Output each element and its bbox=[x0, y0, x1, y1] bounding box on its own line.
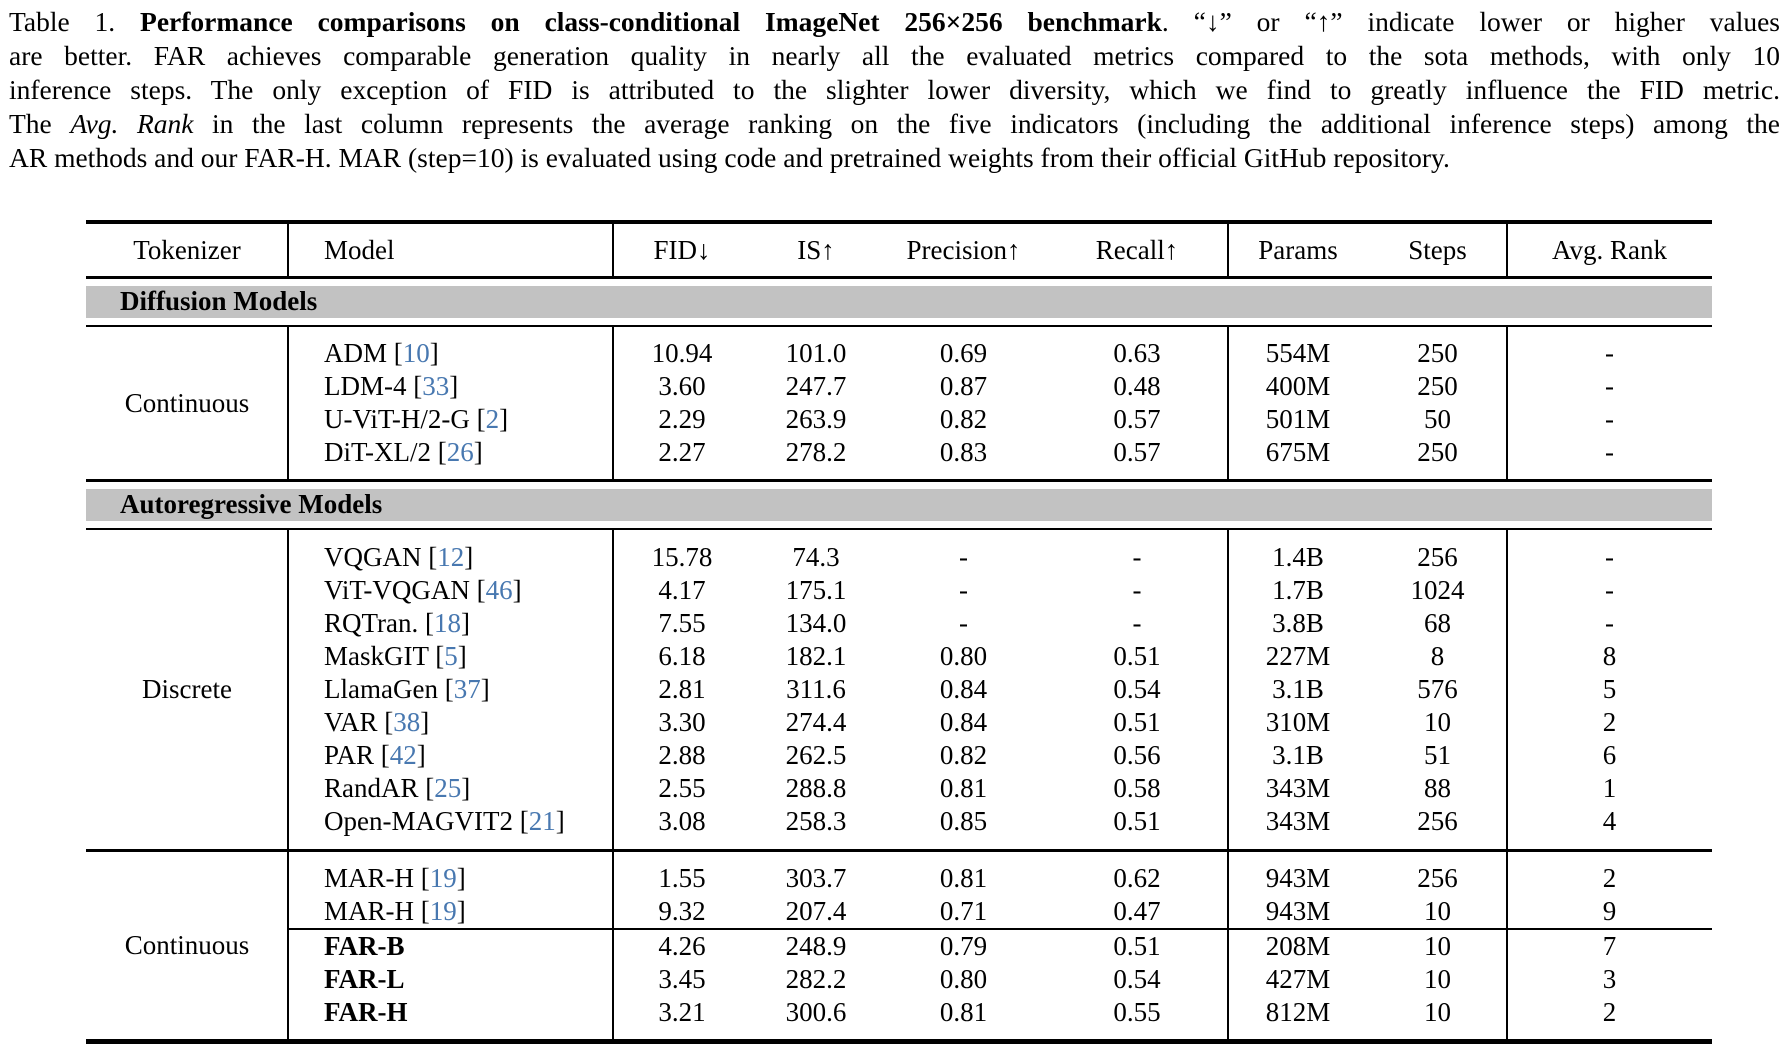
cell-recall: 0.51 bbox=[1113, 806, 1161, 836]
cell-steps: 10 bbox=[1424, 930, 1451, 961]
model-name: U-ViT-H/2-G [ bbox=[324, 404, 486, 434]
cell-fid: 3.21 bbox=[658, 996, 706, 1027]
citation-link[interactable]: 18 bbox=[434, 608, 462, 638]
section-band-wrap bbox=[86, 279, 1712, 325]
citation-link[interactable]: 42 bbox=[389, 740, 417, 770]
cell-avg-rank: - bbox=[1605, 338, 1614, 368]
citation-link[interactable]: 19 bbox=[429, 895, 457, 926]
cell-fid: 2.88 bbox=[658, 740, 706, 770]
cell-steps: 256 bbox=[1417, 862, 1458, 893]
cell-recall: 0.47 bbox=[1113, 895, 1161, 926]
table-row bbox=[288, 337, 1712, 370]
column-divider bbox=[1227, 852, 1229, 1039]
model-name: ViT-VQGAN [ bbox=[324, 575, 486, 605]
cell-recall: 0.58 bbox=[1113, 773, 1161, 803]
cell-precision: 0.80 bbox=[939, 963, 988, 994]
cell-avg-rank: - bbox=[1605, 542, 1614, 572]
cell-fid: 3.08 bbox=[658, 806, 706, 836]
cell-precision: - bbox=[959, 542, 968, 572]
table-caption bbox=[9, 5, 1780, 175]
section-rows bbox=[288, 337, 1712, 469]
cell-fid: 7.55 bbox=[658, 608, 706, 638]
table-row bbox=[288, 739, 1712, 772]
caption-line bbox=[9, 107, 1780, 141]
cell-precision: 0.81 bbox=[939, 996, 988, 1027]
header-is: IS↑ bbox=[797, 234, 835, 265]
cell-recall: - bbox=[1132, 575, 1142, 605]
citation-bracket: ] bbox=[480, 674, 490, 704]
model-cell bbox=[288, 542, 613, 573]
cell-fid: 3.30 bbox=[658, 707, 706, 737]
cell-avg-rank: 5 bbox=[1602, 674, 1617, 704]
cell-params: 310M bbox=[1265, 707, 1331, 737]
model-cell bbox=[288, 773, 613, 804]
model-cell bbox=[288, 404, 613, 435]
cell-steps: 88 bbox=[1424, 773, 1451, 803]
citation-link[interactable]: 25 bbox=[434, 773, 462, 803]
cell-precision: - bbox=[959, 608, 968, 638]
caption-italic-text: Avg. Rank bbox=[70, 108, 194, 139]
citation-link[interactable]: 37 bbox=[453, 674, 481, 704]
column-divider bbox=[612, 852, 614, 1039]
model-cell bbox=[288, 707, 613, 738]
model-name: VAR [ bbox=[324, 707, 394, 737]
cell-steps: 10 bbox=[1424, 707, 1451, 737]
citation-bracket: ] bbox=[457, 641, 467, 671]
caption-text: . “↓” or “↑” indicate lower or higher values bbox=[1161, 6, 1780, 37]
cell-avg-rank: - bbox=[1605, 437, 1614, 467]
cell-params: 943M bbox=[1265, 895, 1331, 926]
cell-fid: 10.94 bbox=[651, 338, 713, 368]
cell-precision: 0.84 bbox=[939, 674, 988, 704]
citation-link[interactable]: 10 bbox=[402, 338, 430, 368]
cell-avg-rank: 4 bbox=[1602, 806, 1617, 836]
cell-fid: 9.32 bbox=[658, 895, 706, 926]
model-name: FAR-H bbox=[324, 996, 408, 1027]
cell-is: 207.4 bbox=[785, 895, 847, 926]
header-avg-rank: Avg. Rank bbox=[1552, 234, 1667, 265]
table-row bbox=[288, 436, 1712, 469]
citation-link[interactable]: 46 bbox=[485, 575, 513, 605]
cell-fid: 2.29 bbox=[658, 404, 706, 434]
cell-steps: 256 bbox=[1417, 806, 1458, 836]
citation-bracket: ] bbox=[473, 437, 483, 467]
column-divider bbox=[612, 224, 614, 276]
table-row bbox=[288, 805, 1712, 838]
model-name: MAR-H [ bbox=[324, 895, 430, 926]
model-name: FAR-L bbox=[324, 963, 405, 994]
cell-precision: 0.87 bbox=[939, 371, 988, 401]
cell-fid: 1.55 bbox=[658, 862, 706, 893]
citation-bracket: ] bbox=[456, 862, 466, 893]
tokenizer-group-label: Continuous bbox=[124, 929, 250, 960]
header-precision: Precision↑ bbox=[906, 234, 1021, 265]
model-cell bbox=[288, 338, 613, 369]
cell-is: 258.3 bbox=[785, 806, 847, 836]
cell-precision: - bbox=[959, 575, 968, 605]
cell-params: 812M bbox=[1265, 996, 1331, 1027]
cell-precision: 0.85 bbox=[939, 806, 988, 836]
model-cell bbox=[288, 964, 613, 995]
caption-text: are better. FAR achieves comparable generation quality in nearly all the evaluated metrics compared to the sota methods, with only 10 bbox=[9, 40, 1780, 71]
cell-is: 247.7 bbox=[785, 371, 847, 401]
cell-params: 343M bbox=[1265, 773, 1331, 803]
cell-recall: 0.57 bbox=[1113, 404, 1161, 434]
cell-is: 288.8 bbox=[785, 773, 847, 803]
model-cell bbox=[288, 371, 613, 402]
column-divider bbox=[612, 530, 614, 849]
caption-bold-text: Performance comparisons on class-conditional ImageNet 256×256 benchmark bbox=[140, 6, 1162, 37]
cell-recall: 0.55 bbox=[1113, 996, 1161, 1027]
cell-precision: 0.84 bbox=[939, 707, 988, 737]
citation-link[interactable]: 5 bbox=[444, 641, 458, 671]
citation-bracket: ] bbox=[555, 806, 565, 836]
citation-bracket: ] bbox=[461, 773, 471, 803]
cell-recall: - bbox=[1132, 608, 1142, 638]
table-row bbox=[288, 862, 1712, 895]
cell-params: 3.8B bbox=[1272, 608, 1324, 638]
column-divider bbox=[612, 327, 614, 479]
cell-avg-rank: 1 bbox=[1602, 773, 1617, 803]
cell-steps: 10 bbox=[1424, 996, 1451, 1027]
cell-precision: 0.82 bbox=[939, 404, 988, 434]
cell-fid: 2.55 bbox=[658, 773, 706, 803]
citation-link[interactable]: 33 bbox=[422, 371, 450, 401]
cell-is: 134.0 bbox=[785, 608, 847, 638]
cell-avg-rank: - bbox=[1605, 404, 1614, 434]
table-row bbox=[288, 673, 1712, 706]
column-divider bbox=[1506, 530, 1508, 849]
cell-fid: 3.45 bbox=[658, 963, 706, 994]
model-cell bbox=[288, 931, 613, 962]
cell-is: 182.1 bbox=[785, 641, 847, 671]
cell-is: 311.6 bbox=[786, 674, 846, 704]
cell-is: 278.2 bbox=[785, 437, 847, 467]
caption-line bbox=[9, 39, 1780, 73]
citation-bracket: ] bbox=[464, 542, 474, 572]
cell-fid: 2.81 bbox=[658, 674, 706, 704]
header-tokenizer: Tokenizer bbox=[133, 234, 241, 265]
cell-precision: 0.82 bbox=[939, 740, 988, 770]
cell-params: 1.7B bbox=[1272, 575, 1324, 605]
cell-precision: 0.80 bbox=[939, 641, 988, 671]
table-row bbox=[288, 772, 1712, 805]
model-name: LlamaGen [ bbox=[324, 674, 454, 704]
model-name: RQTran. [ bbox=[324, 608, 435, 638]
model-name: PAR [ bbox=[324, 740, 390, 770]
cell-recall: 0.62 bbox=[1113, 862, 1161, 893]
table-row bbox=[288, 541, 1712, 574]
header-steps: Steps bbox=[1408, 234, 1467, 265]
cell-recall: 0.63 bbox=[1113, 338, 1161, 368]
model-cell bbox=[288, 740, 613, 771]
cell-params: 501M bbox=[1265, 404, 1331, 434]
cell-steps: 250 bbox=[1417, 437, 1458, 467]
cell-steps: 1024 bbox=[1410, 575, 1465, 605]
citation-link[interactable]: 2 bbox=[485, 404, 500, 434]
cell-precision: 0.83 bbox=[939, 437, 988, 467]
table-row-far-b bbox=[288, 928, 1712, 963]
table-row bbox=[288, 370, 1712, 403]
cell-params: 400M bbox=[1265, 371, 1331, 401]
cell-recall: 0.51 bbox=[1113, 707, 1161, 737]
cell-params: 1.4B bbox=[1272, 542, 1324, 572]
cell-steps: 68 bbox=[1424, 608, 1451, 638]
citation-link[interactable]: 38 bbox=[393, 707, 421, 737]
cell-recall: 0.54 bbox=[1113, 963, 1161, 994]
cell-params: 3.1B bbox=[1272, 740, 1324, 770]
cell-steps: 256 bbox=[1417, 542, 1458, 572]
cell-steps: 250 bbox=[1417, 338, 1458, 368]
cell-avg-rank: - bbox=[1605, 371, 1614, 401]
cell-fid: 6.18 bbox=[658, 641, 706, 671]
cell-avg-rank: 9 bbox=[1602, 895, 1617, 926]
model-name: DiT-XL/2 [ bbox=[324, 437, 447, 467]
model-name: ADM [ bbox=[324, 338, 403, 368]
model-cell bbox=[288, 437, 613, 468]
cell-steps: 576 bbox=[1417, 674, 1458, 704]
table-row bbox=[288, 895, 1712, 928]
model-cell bbox=[288, 806, 613, 837]
table-row bbox=[288, 607, 1712, 640]
cell-params: 554M bbox=[1265, 338, 1331, 368]
model-cell bbox=[288, 674, 613, 705]
caption-line bbox=[9, 5, 1780, 39]
cell-precision: 0.79 bbox=[939, 930, 988, 961]
cell-is: 303.7 bbox=[785, 862, 847, 893]
cell-steps: 8 bbox=[1430, 641, 1445, 671]
cell-precision: 0.81 bbox=[939, 773, 988, 803]
cell-recall: 0.56 bbox=[1113, 740, 1161, 770]
table-row bbox=[288, 574, 1712, 607]
header-recall: Recall↑ bbox=[1095, 234, 1179, 265]
cell-params: 227M bbox=[1265, 641, 1331, 671]
caption-line bbox=[9, 73, 1780, 107]
table-section-continuous-ar bbox=[86, 852, 1712, 1039]
table-row bbox=[288, 640, 1712, 673]
cell-precision: 0.81 bbox=[939, 862, 988, 893]
cell-is: 74.3 bbox=[792, 542, 840, 572]
header-params: Params bbox=[1258, 234, 1338, 265]
model-name: LDM-4 [ bbox=[324, 371, 423, 401]
citation-link[interactable]: 21 bbox=[528, 806, 556, 836]
table-row-far-l bbox=[288, 963, 1712, 996]
table-row bbox=[288, 403, 1712, 436]
column-divider bbox=[287, 224, 289, 276]
cell-recall: 0.51 bbox=[1113, 930, 1161, 961]
model-name: MaskGIT [ bbox=[324, 641, 445, 671]
header-model: Model bbox=[324, 234, 395, 265]
table-row bbox=[288, 706, 1712, 739]
citation-link[interactable]: 12 bbox=[437, 542, 465, 572]
model-cell bbox=[288, 575, 613, 606]
citation-bracket: ] bbox=[456, 895, 466, 926]
model-cell bbox=[288, 608, 613, 639]
model-name: Open-MAGVIT2 [ bbox=[324, 806, 529, 836]
cell-avg-rank: 3 bbox=[1602, 963, 1617, 994]
citation-link[interactable]: 26 bbox=[446, 437, 474, 467]
cell-recall: 0.57 bbox=[1113, 437, 1161, 467]
caption-text: Table 1. bbox=[9, 6, 141, 37]
cell-fid: 4.17 bbox=[658, 575, 706, 605]
cell-is: 175.1 bbox=[785, 575, 847, 605]
section-rows bbox=[288, 862, 1712, 1029]
column-divider bbox=[1506, 327, 1508, 479]
cell-steps: 10 bbox=[1424, 963, 1451, 994]
cell-avg-rank: 8 bbox=[1602, 641, 1617, 671]
caption-text: AR methods and our FAR-H. MAR (step=10) is evaluated using code and pretrained weights from their official GitHub repository. bbox=[9, 142, 1450, 173]
citation-bracket: ] bbox=[461, 608, 471, 638]
cell-fid: 2.27 bbox=[658, 437, 706, 467]
column-divider bbox=[287, 530, 289, 849]
column-divider bbox=[1227, 530, 1229, 849]
cell-avg-rank: 2 bbox=[1602, 862, 1617, 893]
cell-is: 248.9 bbox=[785, 930, 847, 961]
cell-params: 427M bbox=[1265, 963, 1331, 994]
section-band-diffusion: Diffusion Models bbox=[86, 286, 1712, 318]
model-cell bbox=[288, 641, 613, 672]
cell-fid: 4.26 bbox=[658, 930, 706, 961]
cell-avg-rank: 2 bbox=[1602, 707, 1617, 737]
cell-is: 274.4 bbox=[785, 707, 847, 737]
cell-avg-rank: 2 bbox=[1602, 996, 1617, 1027]
cell-params: 943M bbox=[1265, 862, 1331, 893]
column-divider bbox=[1506, 852, 1508, 1039]
table-row-far-h bbox=[288, 996, 1712, 1029]
table-section-diffusion bbox=[86, 327, 1712, 479]
cell-recall: - bbox=[1132, 542, 1142, 572]
cell-steps: 10 bbox=[1424, 895, 1451, 926]
tokenizer-group-label: Discrete bbox=[142, 674, 232, 704]
cell-fid: 15.78 bbox=[651, 542, 713, 572]
caption-line bbox=[9, 141, 1780, 175]
model-name: VQGAN [ bbox=[324, 542, 438, 572]
table-bottom-rule bbox=[86, 1039, 1712, 1044]
cell-steps: 250 bbox=[1417, 371, 1458, 401]
column-divider bbox=[1227, 224, 1229, 276]
model-name: MAR-H [ bbox=[324, 862, 430, 893]
cell-avg-rank: 6 bbox=[1602, 740, 1617, 770]
column-divider bbox=[287, 327, 289, 479]
results-table bbox=[86, 220, 1712, 1044]
citation-link[interactable]: 19 bbox=[429, 862, 457, 893]
citation-bracket: ] bbox=[449, 371, 459, 401]
cell-fid: 3.60 bbox=[658, 371, 706, 401]
citation-bracket: ] bbox=[499, 404, 509, 434]
section-rows bbox=[288, 541, 1712, 838]
cell-steps: 50 bbox=[1424, 404, 1451, 434]
caption-text: in the last column represents the average ranking on the five indicators (including the additional inference steps) among the bbox=[193, 108, 1780, 139]
cell-is: 101.0 bbox=[785, 338, 847, 368]
cell-avg-rank: 7 bbox=[1602, 930, 1617, 961]
model-cell bbox=[288, 896, 613, 927]
citation-bracket: ] bbox=[416, 740, 426, 770]
section-band-wrap bbox=[86, 482, 1712, 528]
table-header-row bbox=[86, 224, 1712, 276]
cell-is: 300.6 bbox=[785, 996, 847, 1027]
caption-text: inference steps. The only exception of FID is attributed to the slighter lower diversity, which we find to greatly influence the FID metric. bbox=[9, 74, 1780, 105]
model-name: RandAR [ bbox=[324, 773, 435, 803]
citation-bracket: ] bbox=[512, 575, 522, 605]
cell-recall: 0.54 bbox=[1113, 674, 1161, 704]
cell-recall: 0.51 bbox=[1113, 641, 1161, 671]
table-section-discrete bbox=[86, 530, 1712, 849]
cell-precision: 0.69 bbox=[939, 338, 988, 368]
cell-precision: 0.71 bbox=[939, 895, 988, 926]
column-divider bbox=[1227, 327, 1229, 479]
section-band-autoregressive: Autoregressive Models bbox=[86, 489, 1712, 521]
cell-avg-rank: - bbox=[1605, 608, 1614, 638]
cell-params: 3.1B bbox=[1272, 674, 1324, 704]
cell-recall: 0.48 bbox=[1113, 371, 1161, 401]
cell-is: 262.5 bbox=[785, 740, 847, 770]
citation-bracket: ] bbox=[429, 338, 439, 368]
model-cell bbox=[288, 863, 613, 894]
column-divider bbox=[287, 852, 289, 1039]
header-fid: FID↓ bbox=[653, 234, 711, 265]
cell-params: 343M bbox=[1265, 806, 1331, 836]
cell-params: 675M bbox=[1265, 437, 1331, 467]
tokenizer-group-label: Continuous bbox=[124, 387, 250, 418]
cell-is: 282.2 bbox=[785, 963, 847, 994]
cell-is: 263.9 bbox=[785, 404, 847, 434]
citation-bracket: ] bbox=[420, 707, 430, 737]
column-divider bbox=[1506, 224, 1508, 276]
caption-text: The bbox=[9, 108, 71, 139]
cell-steps: 51 bbox=[1424, 740, 1451, 770]
cell-params: 208M bbox=[1265, 930, 1331, 961]
model-cell bbox=[288, 997, 613, 1028]
model-name: FAR-B bbox=[324, 930, 405, 961]
cell-avg-rank: - bbox=[1605, 575, 1614, 605]
